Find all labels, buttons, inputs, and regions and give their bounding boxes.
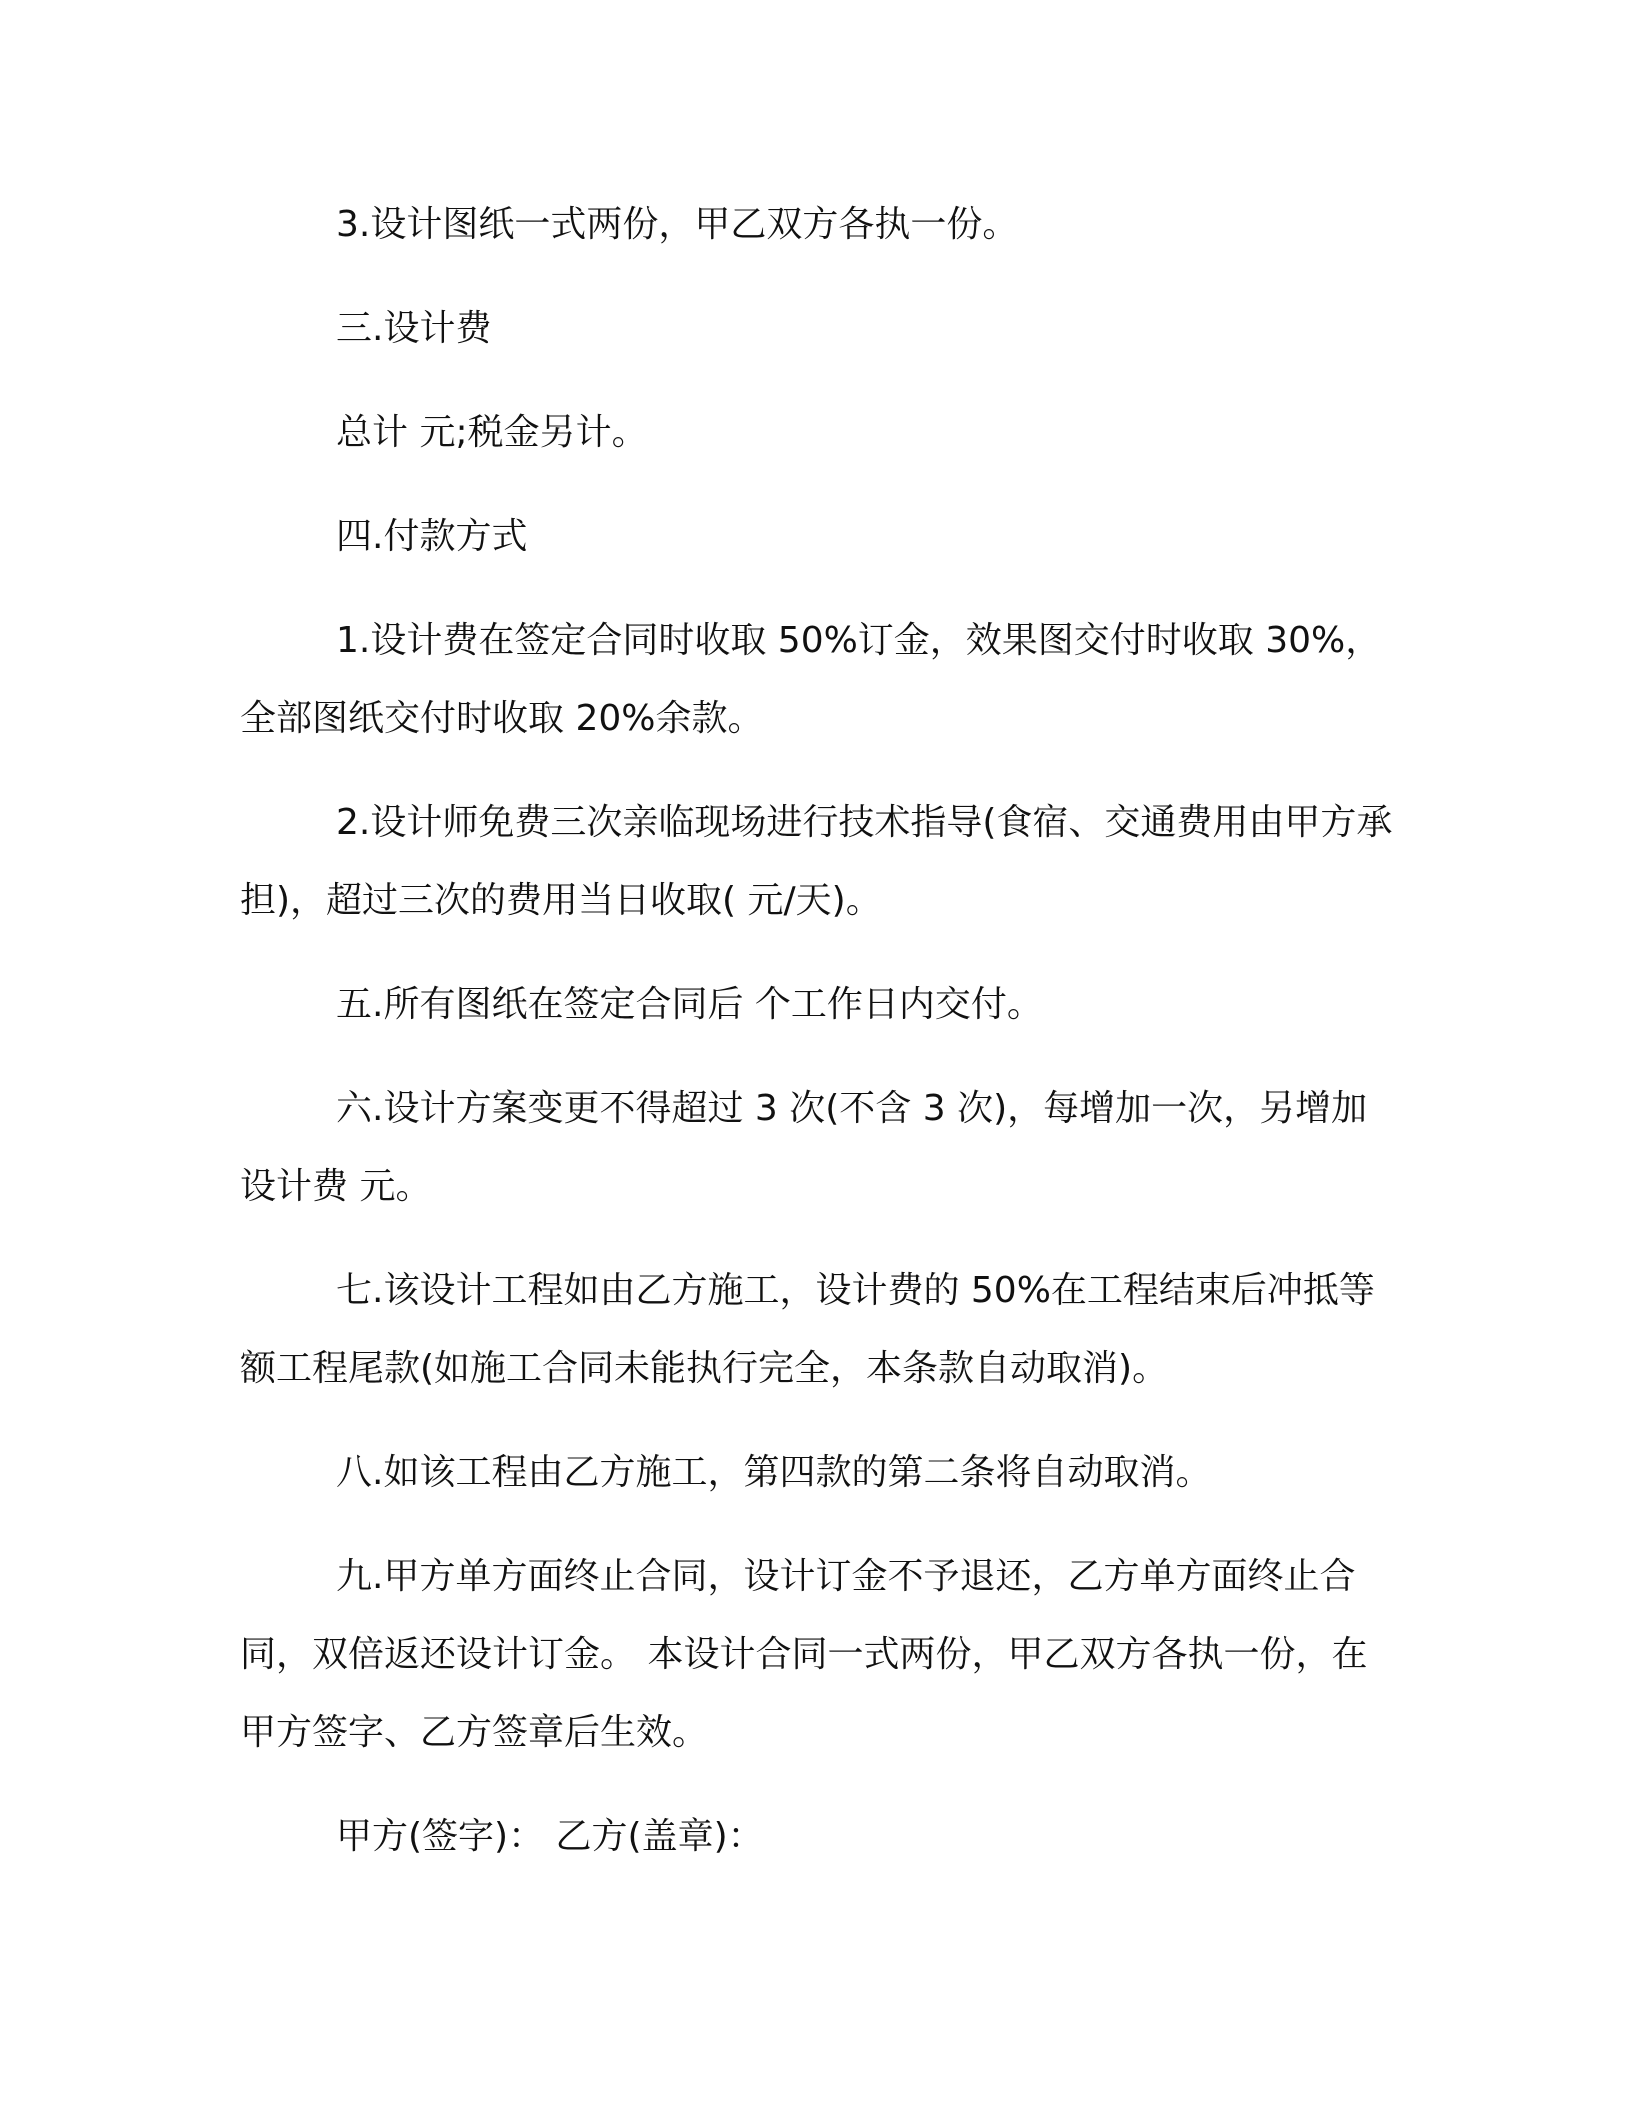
clause-construction-offset: 七.该设计工程如由乙方施工，设计费的 50%在工程结束后冲抵等额工程尾款(如施工合同未能执行完全，本条款自动取消)。	[240, 1270, 1375, 1389]
clause-drawings-copies: 3.设计图纸一式两份，甲乙双方各执一份。	[336, 204, 1019, 245]
clause-design-changes: 六.设计方案变更不得超过 3 次(不含 3 次)，每增加一次，另增加设计费 元。	[240, 1088, 1368, 1207]
clause-auto-cancel: 八.如该工程由乙方施工，第四款的第二条将自动取消。	[336, 1452, 1212, 1493]
signature-line: 甲方(签字)： 乙方(盖章)：	[336, 1816, 764, 1857]
clause-delivery-deadline: 五.所有图纸在签定合同后 个工作日内交付。	[336, 984, 1043, 1025]
clause-site-guidance: 2.设计师免费三次亲临现场进行技术指导(食宿、交通费用由甲方承担)，超过三次的费用当日收取( 元/天)。	[240, 802, 1393, 921]
clause-termination: 九.甲方单方面终止合同，设计订金不予退还，乙方单方面终止合同，双倍返还设计订金。 本设计合同一式两份，甲乙双方各执一份，在甲方签字、乙方签章后生效。	[240, 1556, 1368, 1753]
clause-payment-schedule: 1.设计费在签定合同时收取 50%订金，效果图交付时收取 30%，全部图纸交付时收取 20%余款。	[240, 620, 1382, 739]
contract-page	[240, 186, 1400, 1902]
section-heading-design-fee: 三.设计费	[336, 308, 492, 349]
section-heading-payment-method: 四.付款方式	[336, 516, 528, 557]
clause-fee-total: 总计 元;税金另计。	[336, 412, 648, 453]
